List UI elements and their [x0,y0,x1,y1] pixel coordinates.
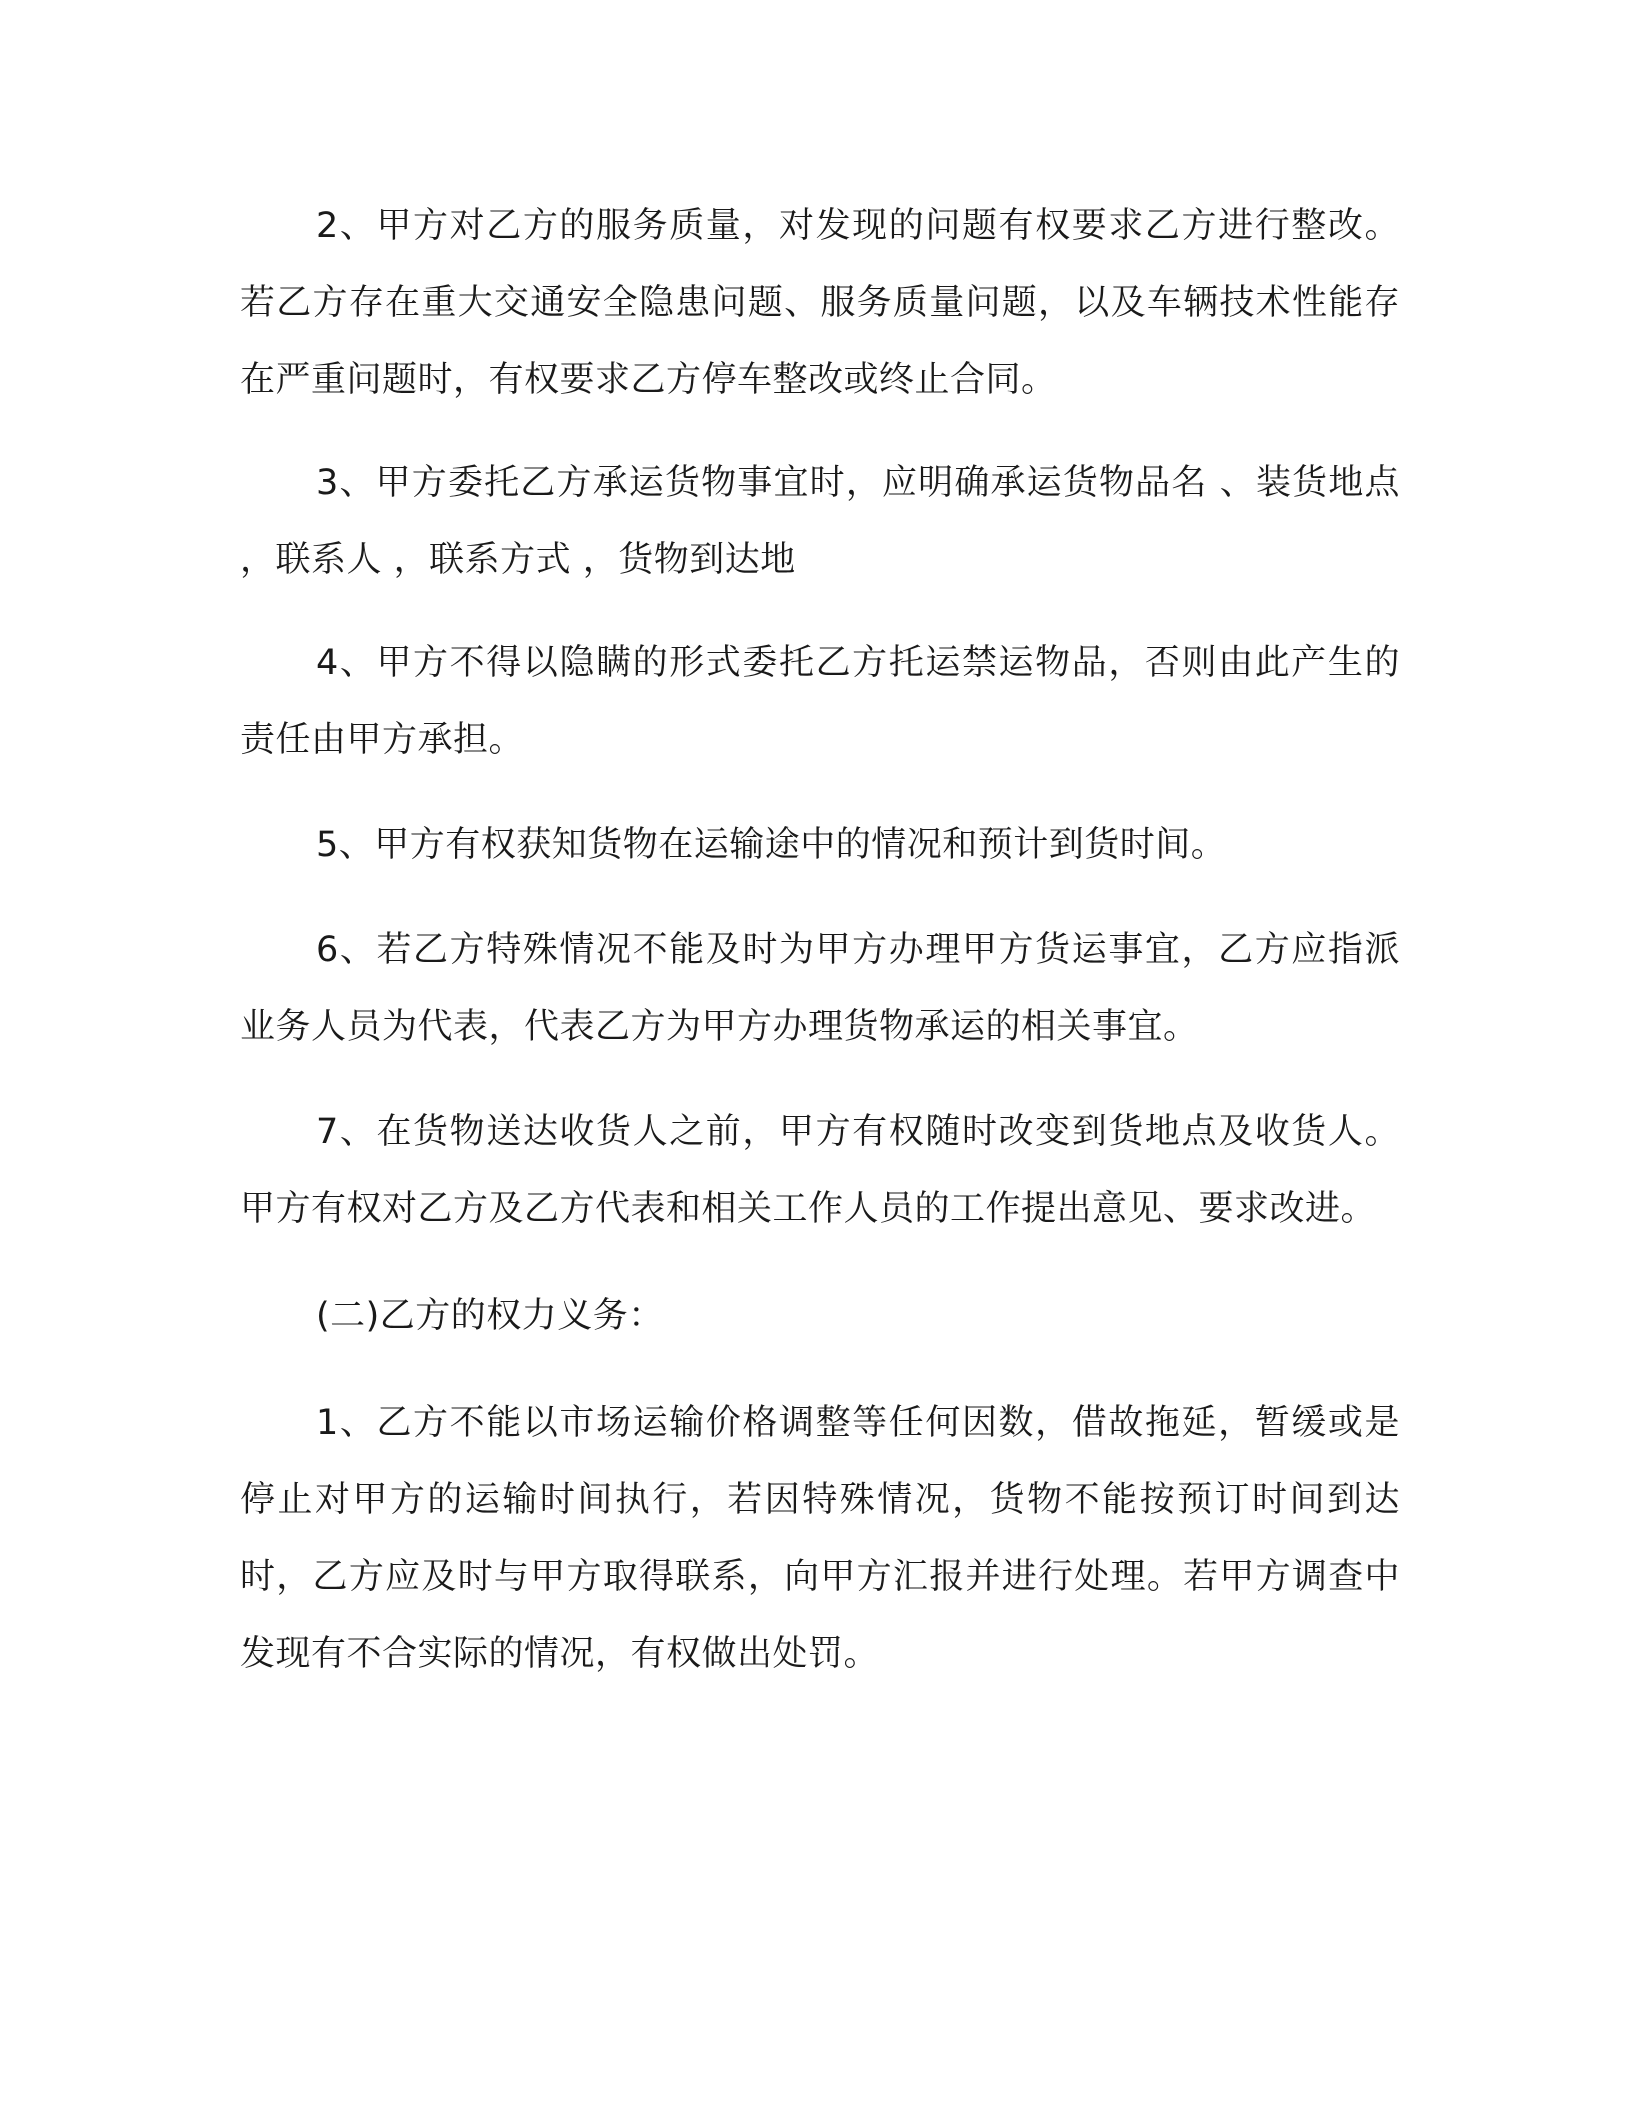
paragraph-party-b-clause-1: 1、乙方不能以市场运输价格调整等任何因数，借故拖延，暂缓或是停止对甲方的运输时间执行，若因特殊情况，货物不能按预订时间到达时，乙方应及时与甲方取得联系，向甲方汇报并进行处理。若甲方调查中发现有不合实际的情况，有权做出处罚。 [240,1403,1400,1674]
paragraph-clause-7: 7、在货物送达收货人之前，甲方有权随时改变到货地点及收货人。甲方有权对乙方及乙方代表和相关工作人员的工作提出意见、要求改进。 [240,1112,1400,1229]
paragraph-clause-6: 6、若乙方特殊情况不能及时为甲方办理甲方货运事宜，乙方应指派业务人员为代表，代表乙方为甲方办理货物承运的相关事宜。 [240,930,1400,1047]
paragraph-clause-4: 4、甲方不得以隐瞒的形式委托乙方托运禁运物品，否则由此产生的责任由甲方承担。 [240,643,1400,760]
paragraph-clause-3: 3、甲方委托乙方承运货物事宜时，应明确承运货物品名 、装货地点 ，联系人 ，联系方式 ，货物到达地 [240,463,1400,580]
paragraph-clause-2: 2、甲方对乙方的服务质量，对发现的问题有权要求乙方进行整改。若乙方存在重大交通安全隐患问题、服务质量问题，以及车辆技术性能存在严重问题时，有权要求乙方停车整改或终止合同。 [240,206,1400,400]
document-body [240,188,1400,1693]
section-heading-party-b: (二)乙方的权力义务： [316,1296,664,1336]
paragraph-clause-5: 5、甲方有权获知货物在运输途中的情况和预计到货时间。 [316,825,1227,865]
